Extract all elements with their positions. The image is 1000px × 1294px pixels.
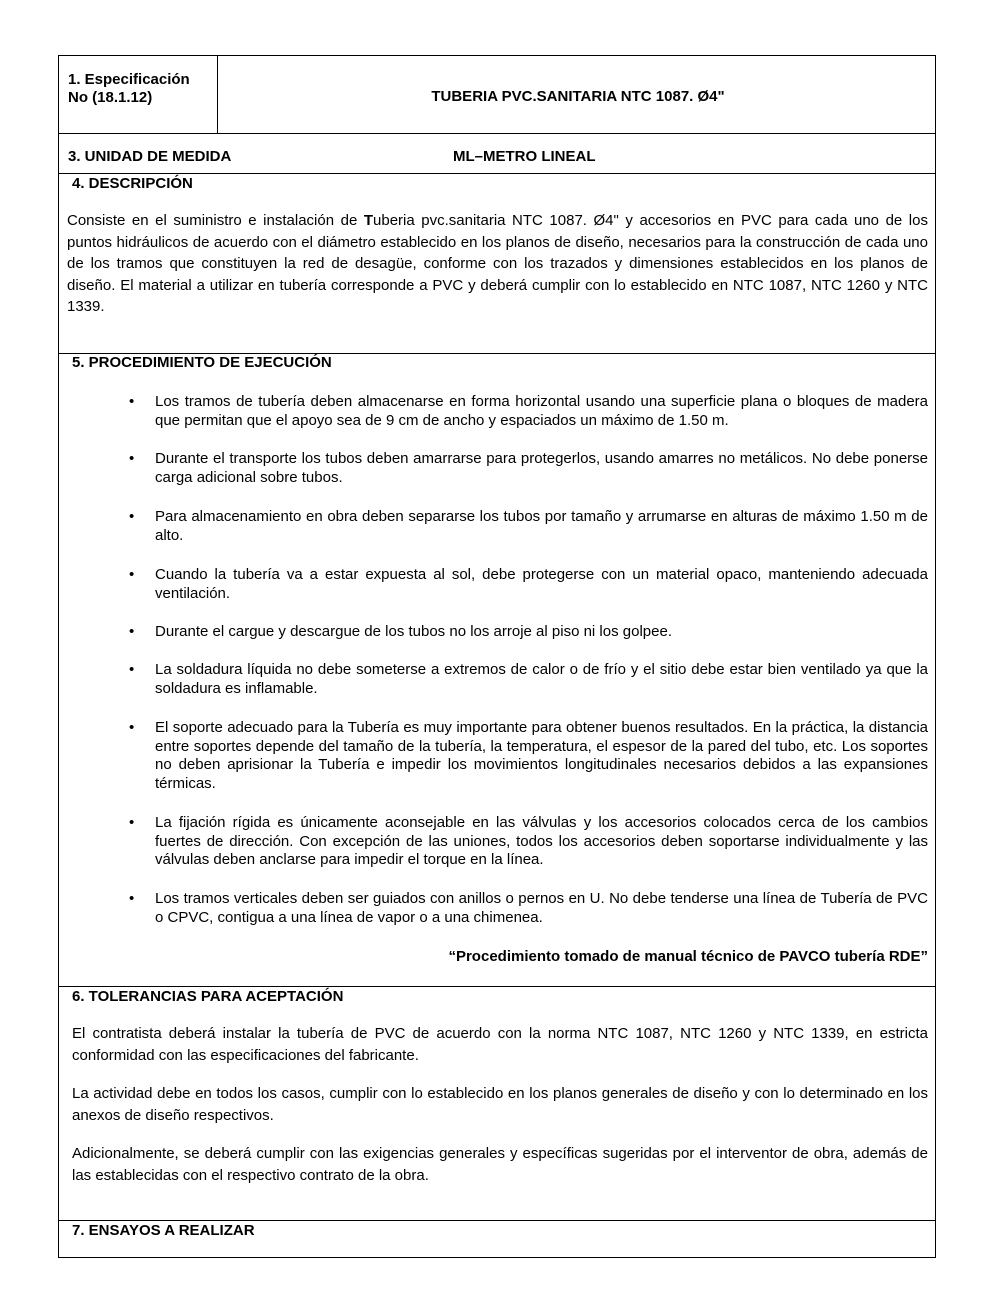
list-item: Durante el transporte los tubos deben amarrarse para protegerlos, usando amarres no metálicos. No debe ponerse carga adicional sobre tubos. [155, 450, 928, 486]
list-item: La fijación rígida es únicamente aconsejable en las válvulas y los accesorios colocados cerca de los cambios fuertes de dirección. Con excepción de las uniones, todos los accesorios deben soportarse individualmente y las válvulas deben anclarse para impedir el torque en la línea. [155, 814, 928, 869]
description-heading: 4. DESCRIPCIÓN [72, 175, 193, 192]
bullet-icon: • [129, 719, 135, 736]
bullet-icon: • [129, 623, 135, 640]
spec-number-label: 1. Especificación No (18.1.12) [68, 71, 190, 106]
list-item: El soporte adecuado para la Tubería es muy importante para obtener buenos resultados. En la práctica, la distancia entre soportes depende del tamaño de la tubería, la temperatura, el espesor de la pared del tubo, etc. Los soportes no deben aprisionar la Tubería e impedir los movimientos longitudinales necesarios debidos a las expansiones térmicas. [155, 719, 928, 793]
row-divider [59, 1220, 935, 1221]
bullet-icon: • [129, 661, 135, 678]
unit-label: 3. UNIDAD DE MEDIDA [68, 148, 232, 165]
tolerances-paragraph: La actividad debe en todos los casos, cumplir con lo establecido en los planos generales de diseño y con lo determinado en los anexos de diseño respectivos. [72, 1085, 928, 1124]
list-item: Para almacenamiento en obra deben separarse los tubos por tamaño y arrumarse en alturas de máximo 1.50 m de alto. [155, 508, 928, 544]
row-divider [59, 986, 935, 987]
bullet-icon: • [129, 814, 135, 831]
list-item: Durante el cargue y descargue de los tubos no los arroje al piso ni los golpee. [155, 623, 672, 640]
tests-heading: 7. ENSAYOS A REALIZAR [72, 1222, 255, 1239]
source-note: “Procedimiento tomado de manual técnico de PAVCO tubería RDE” [448, 948, 928, 965]
bullet-icon: • [129, 450, 135, 467]
bullet-icon: • [129, 566, 135, 583]
description-text: Consiste en el suministro e instalación de Tuberia pvc.sanitaria NTC 1087. Ø4" y accesorios en PVC para cada uno de los puntos hidráulicos de acuerdo con el diámetro establecido en los planos de diseño, necesarios para la construcción de cada uno de los tramos que constituyen la red de desagüe, conforme con los trazados y dimensiones establecidos en los planos de diseño. El material a utilizar en tubería corresponde a PVC y deberá cumplir con lo establecido en NTC 1087, NTC 1260 y NTC 1339. [67, 212, 928, 316]
tolerances-heading: 6. TOLERANCIAS PARA ACEPTACIÓN [72, 988, 344, 1005]
bullet-icon: • [129, 508, 135, 525]
list-item: Cuando la tubería va a estar expuesta al sol, debe protegerse con un material opaco, manteniendo adecuada ventilación. [155, 566, 928, 602]
row-divider [59, 173, 935, 174]
tolerances-paragraph: El contratista deberá instalar la tubería de PVC de acuerdo con la norma NTC 1087, NTC 1260 y NTC 1339, en estricta conformidad con las especificaciones del fabricante. [72, 1025, 928, 1064]
list-item: La soldadura líquida no debe someterse a extremos de calor o de frío y el sitio debe estar bien ventilado ya que la soldadura es inflamable. [155, 661, 928, 697]
bullet-icon: • [129, 890, 135, 907]
tolerances-paragraph: Adicionalmente, se deberá cumplir con las exigencias generales y específicas sugeridas por el interventor de obra, además de las establecidas con el respectivo contrato de la obra. [72, 1145, 928, 1184]
bullet-icon: • [129, 393, 135, 410]
spec-title: TUBERIA PVC.SANITARIA NTC 1087. Ø4" [431, 88, 725, 105]
procedure-heading: 5. PROCEDIMIENTO DE EJECUCIÓN [72, 354, 332, 371]
unit-value: ML–METRO LINEAL [453, 148, 596, 165]
row-divider [59, 133, 935, 134]
list-item: Los tramos de tubería deben almacenarse en forma horizontal usando una superficie plana o bloques de madera que permitan que el apoyo sea de 9 cm de ancho y espaciados un máximo de 1.50 m. [155, 393, 928, 429]
list-item: Los tramos verticales deben ser guiados con anillos o pernos en U. No debe tenderse una línea de Tubería de PVC o CPVC, contigua a una línea de vapor o a una chimenea. [155, 890, 928, 926]
